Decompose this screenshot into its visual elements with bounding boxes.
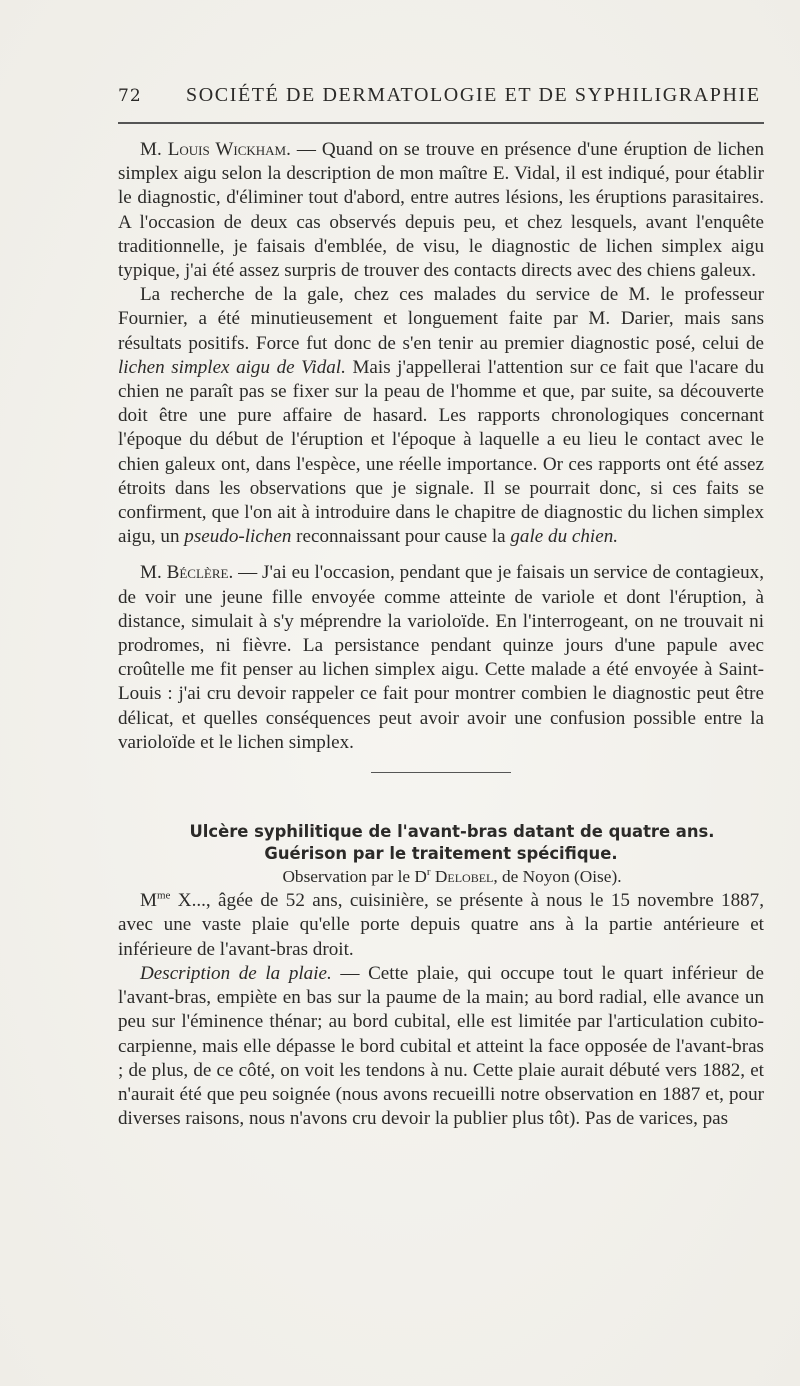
byline xyxy=(118,865,764,889)
paragraph-description xyxy=(118,962,764,1131)
paragraph-text: Mais j'appellerai l'attention sur ce fait que l'acare du chien ne paraît pas se fixer sur la peau de l'homme et que, par suite, sa découverte doit être une pure affaire de hasard. Les rapports chronologiques concernant l'époque du début de l'éruption et l'époque à laquelle a eu lieu le contact avec le chien galeux ont, dans l'espèce, une réelle importance. Or ces rapports ont été assez étroits dans les observations que je signale. Il se pourrait donc, si ces faits se confirment, que l'on ait à introduire dans le chapitre de diagnostic du lichen simplex aigu, un xyxy=(118,356,765,548)
paragraph-patient xyxy=(118,889,764,962)
page-number: 72 xyxy=(118,86,142,106)
paragraph-text: — Cette plaie, qui occupe tout le quart inférieur de l'avant-bras, empiète en bas sur la paume de la main; au bord radial, elle avance un peu sur l'éminence thénar; au bord cubital, elle est limitée par l'articulation cubito-carpienne, mais elle dépasse le bord cubital et atteint la face opposée de l'avant-bras ; de plus, de ce côté, on voit les tendons à nu. Cette plaie aurait débuté vers 1882, et n'aurait été que peu soignée (nous avons recueilli notre observation en 1887 et, pour diverses raisons, nous n'avons cru devoir la publier plus tôt). Pas de varices, pas xyxy=(118,962,764,1130)
paragraph-text: — Quand on se trouve en présence d'une éruption de lichen simplex aigu selon la description de mon maître E. Vidal, il est indiqué, pour établir le diagnostic, d'éliminer tout d'abord, entre autres lésions, les éruptions parasitaires. A l'occasion de deux cas observés depuis peu, et chez lesquels, avant l'enquête traditionnelle, je faisais d'emblée, de visu, le diagnostic de lichen simplex aigu typique, j'ai été assez surpris de trouver des contacts directs avec des chiens galeux. xyxy=(118,139,764,282)
running-header xyxy=(118,80,764,110)
paragraph-text: X..., âgée de 52 ans, cuisinière, se présente à nous le 15 novembre 1887, avec une vaste plaie qu'elle porte depuis quatre ans à la partie antérieure et inférieure de l'avant-bras droit. xyxy=(118,890,764,960)
byline-text: Observation par le D xyxy=(282,867,427,887)
body-text xyxy=(118,138,764,1131)
italic-text: Description de la plaie. xyxy=(140,962,332,984)
paragraph-text: reconnaissant pour cause la xyxy=(291,526,511,548)
paragraph-text: M xyxy=(140,890,157,912)
section-title: Ulcère syphilitique de l'avant-bras datant de quatre ans. Guérison par le traitement spécifique. xyxy=(189,822,715,864)
byline-sup: r xyxy=(426,866,431,879)
paragraph-text: La recherche de la gale, chez ces malades du service de M. le professeur Fournier, a été minutieusement et longuement faite par M. Darier, mais sans résultats positifs. Force fut donc de s'en tenir au premier diagnostic posé, celui de xyxy=(118,284,764,354)
section-divider xyxy=(371,772,511,773)
running-head-title: SOCIÉTÉ DE DERMATOLOGIE ET DE SYPHILIGRAPHIE xyxy=(186,84,761,106)
header-rule xyxy=(118,122,764,124)
italic-text: lichen simplex aigu de Vidal. xyxy=(118,356,346,378)
author-name: Delobel xyxy=(434,867,494,887)
speaker-name: M. Louis Wickham. xyxy=(140,139,291,160)
speaker-name: M. Béclère. xyxy=(140,562,234,584)
paragraph-text: — J'ai eu l'occasion, pendant que je faisais un service de contagieux, de voir une jeune fille envoyée comme atteinte de variole et dont l'éruption, à distance, simulait à s'y méprendre la varioloïde. En l'interrogeant, on ne trouvait ni prodromes, ni fièvre. La persistance pendant quinze jours d'une papule avec croûtelle me fit penser au lichen simplex aigu. Cette malade a été envoyée à Saint-Louis : j'ai cru devoir rappeler ce fait pour montrer combien le diagnostic peut être délicat, et quelles conséquences peut avoir avoir une confusion possible entre la varioloïde et le lichen simplex. xyxy=(118,562,765,753)
italic-text: gale du chien. xyxy=(510,526,619,548)
paragraph-beclere xyxy=(118,561,764,755)
byline-text: , de Noyon (Oise). xyxy=(493,867,622,887)
paragraph-gale xyxy=(118,283,764,549)
superscript: me xyxy=(156,889,171,902)
paragraph-wickham xyxy=(118,138,764,283)
italic-text: pseudo-lichen xyxy=(184,526,292,548)
